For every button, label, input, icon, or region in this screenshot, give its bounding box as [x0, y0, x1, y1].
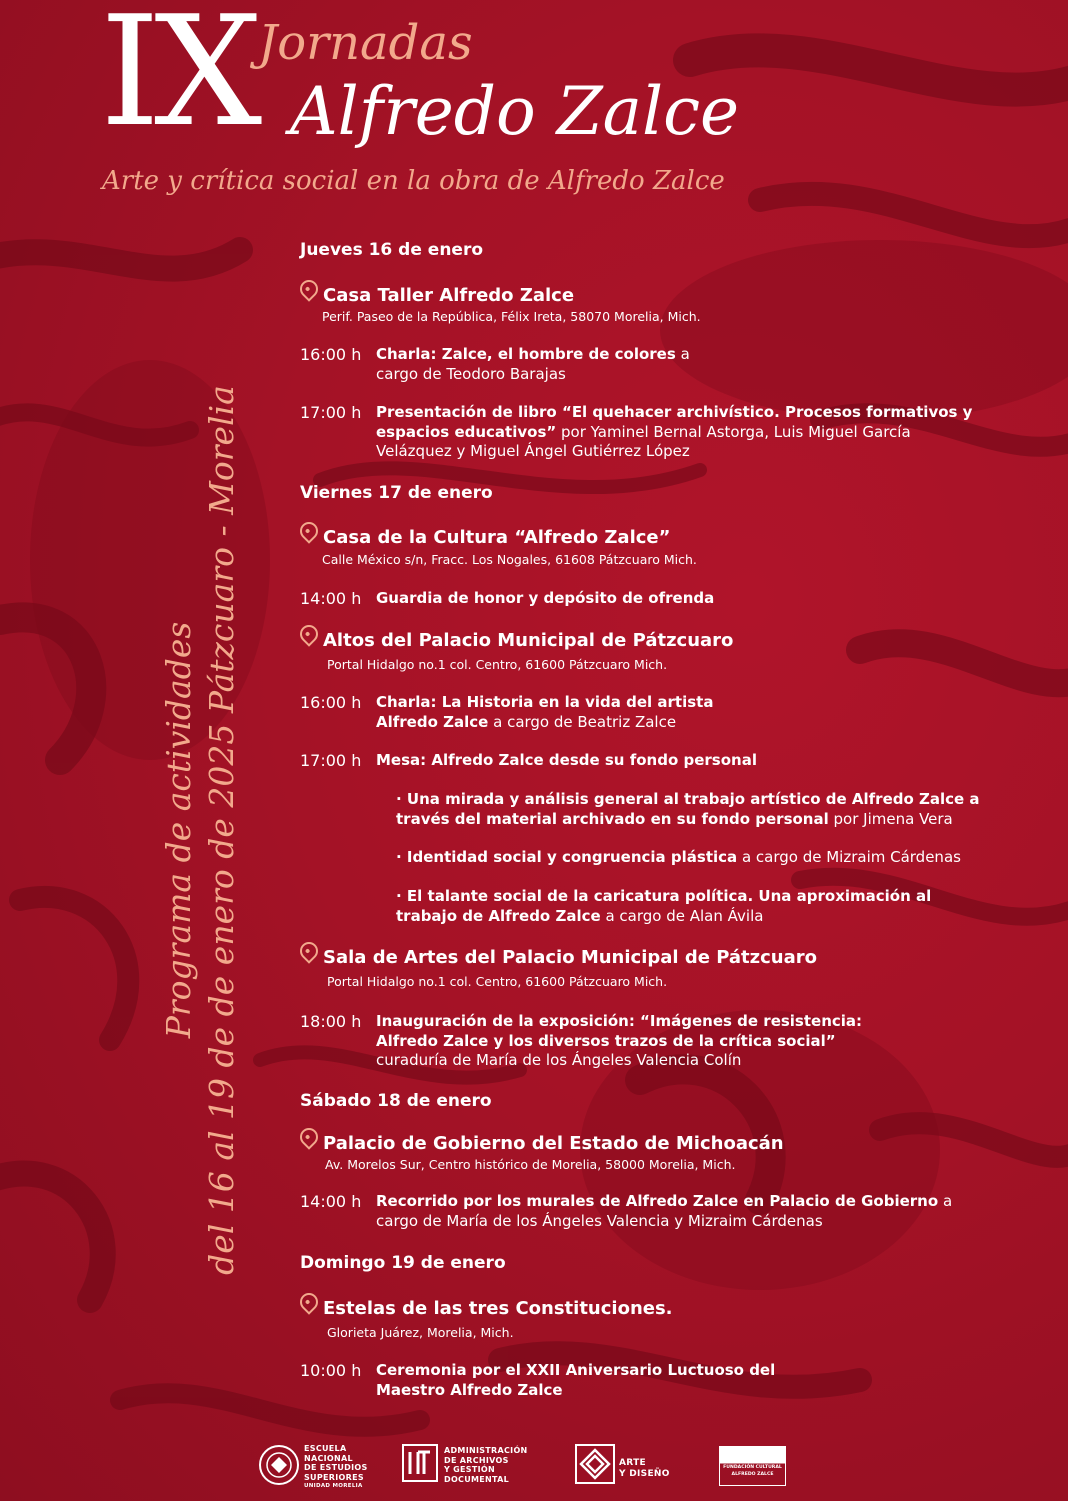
event-speaker: por Yaminel Bernal Astorga, Luis Miguel García Velázquez y Miguel Ángel Gutiérrez López	[376, 422, 911, 460]
venue-address: Perif. Paseo de la República, Félix Ireta, 58070 Morelia, Mich.	[322, 309, 701, 324]
logo-text-line: UNIDAD MORELIA	[304, 1483, 363, 1489]
archive-mark-icon	[402, 1444, 438, 1482]
day-heading-domingo: Domingo 19 de enero	[300, 1253, 506, 1273]
logo-text-line: SUPERIORES	[304, 1472, 364, 1482]
logo-text-line: ARTE	[619, 1458, 646, 1468]
event-title: Ceremonia por el XXII Aniversario Luctuoso del Maestro Alfredo Zalce	[376, 1361, 776, 1399]
event-title: Charla: La Historia en la vida del artista Alfredo Zalce	[376, 693, 714, 731]
venue-address: Portal Hidalgo no.1 col. Centro, 61600 Pátzcuaro Mich.	[327, 974, 668, 989]
day-heading-viernes: Viernes 17 de enero	[300, 483, 493, 503]
venue-address: Av. Morelos Sur, Centro histórico de Morelia, 58000 Morelia, Mich.	[325, 1157, 736, 1172]
event-speaker: a cargo de Beatriz Zalce	[493, 712, 677, 731]
talk-title: · Una mirada y análisis general al trabajo artístico de Alfredo Zalce a través del material archivado en su fondo personal	[396, 790, 980, 828]
event-title: Mesa: Alfredo Zalce desde su fondo personal	[376, 751, 757, 769]
venue-address: Calle México s/n, Fracc. Los Nogales, 61608 Pátzcuaro Mich.	[322, 552, 697, 567]
logo-text-line: DE ESTUDIOS	[304, 1463, 368, 1472]
side-title	[157, 380, 243, 1280]
talk-speaker: a cargo de Mizraim Cárdenas	[741, 848, 961, 866]
talk-speaker: por Jimena Vera	[833, 809, 953, 828]
event-title: Inauguración de la exposición: “Imágenes de resistencia: Alfredo Zalce y los diversos trazos de la crítica social”	[376, 1012, 863, 1050]
fundacion-skyline-badge	[719, 1446, 786, 1486]
event-series-title: Jornadas	[258, 15, 473, 71]
event-time: 18:00 h	[300, 1012, 362, 1031]
event-description	[376, 751, 1016, 771]
knot-mark-icon	[575, 1444, 615, 1484]
event-speaker: a cargo de María de los Ángeles Valencia y Mizraim Cárdenas	[376, 1192, 953, 1230]
event-title: Recorrido por los murales de Alfredo Zalce en Palacio de Gobierno	[376, 1192, 939, 1210]
logo-text-line: Y GESTIÓN	[444, 1465, 496, 1474]
venue-name: Palacio de Gobierno del Estado de Michoacán	[323, 1133, 784, 1154]
event-title: Presentación de libro “El quehacer archivístico. Procesos formativos y espacios educativos”	[376, 403, 973, 441]
event-description	[376, 589, 1016, 609]
unam-seal-icon	[258, 1444, 300, 1486]
logo-text-line: ADMINISTRACIÓN	[444, 1446, 528, 1455]
logo-text-line: DOCUMENTAL	[444, 1474, 510, 1484]
event-time: 16:00 h	[300, 345, 362, 364]
event-title: Guardia de honor y depósito de ofrenda	[376, 589, 715, 607]
logo-text-line: ALFREDO ZALCE	[731, 1471, 774, 1477]
venue-name: Altos del Palacio Municipal de Pátzcuaro	[323, 630, 734, 651]
day-heading-jueves: Jueves 16 de enero	[300, 240, 484, 260]
talk-title: · El talante social de la caricatura política. Una aproximación al trabajo de Alfredo Zalce	[396, 887, 932, 925]
event-time: 17:00 h	[300, 751, 362, 770]
event-description	[376, 345, 696, 384]
talk-title: · Identidad social y congruencia plástica	[396, 848, 738, 866]
logo-text-line: DE ARCHIVOS	[444, 1455, 509, 1465]
venue-address: Portal Hidalgo no.1 col. Centro, 61600 Pátzcuaro Mich.	[327, 657, 668, 672]
event-curator: curaduría de María de los Ángeles Valencia Colín	[376, 1051, 742, 1069]
venue-address: Glorieta Juárez, Morelia, Mich.	[327, 1325, 514, 1340]
event-time: 14:00 h	[300, 1192, 362, 1211]
logo-text-line: ESCUELA	[304, 1444, 347, 1453]
event-time: 17:00 h	[300, 403, 362, 422]
event-description	[376, 403, 976, 462]
edition-numeral: IX	[100, 0, 257, 160]
logo-text-line: FUNDACIÓN CULTURAL	[723, 1465, 782, 1470]
venue-name: Estelas de las tres Constituciones.	[323, 1298, 673, 1319]
talk-speaker: a cargo de Alan Ávila	[605, 906, 764, 925]
venue-casa-taller	[300, 283, 574, 308]
panel-talk-1	[396, 790, 996, 829]
event-time: 14:00 h	[300, 589, 362, 608]
event-time: 16:00 h	[300, 693, 362, 712]
event-description	[376, 1361, 806, 1400]
event-title: Charla: Zalce, el hombre de colores	[376, 345, 676, 363]
venue-altos-palacio	[300, 628, 733, 653]
venue-casa-cultura	[300, 525, 670, 550]
event-speaker: a cargo de Teodoro Barajas	[376, 345, 690, 383]
event-description	[376, 1192, 976, 1231]
panel-talk-3	[396, 887, 956, 926]
venue-sala-artes	[300, 945, 817, 970]
event-name-title: Alfredo Zalce	[290, 73, 740, 150]
event-subtitle: Arte y crítica social en la obra de Alfredo Zalce	[102, 166, 725, 196]
venue-name: Casa de la Cultura “Alfredo Zalce”	[323, 527, 671, 548]
side-title-line1: Programa de actividades	[159, 621, 198, 1039]
panel-talk-2	[396, 848, 1016, 868]
logo-text-line: Y DISEÑO	[619, 1469, 670, 1479]
event-time: 10:00 h	[300, 1361, 362, 1380]
venue-name: Casa Taller Alfredo Zalce	[323, 285, 575, 306]
day-heading-sabado: Sábado 18 de enero	[300, 1091, 492, 1111]
venue-name: Sala de Artes del Palacio Municipal de Pátzcuaro	[323, 947, 818, 968]
logo-text-line: NACIONAL	[304, 1453, 353, 1463]
side-title-line2: del 16 al 19 de de enero de 2025 Pátzcuaro - Morelia	[202, 385, 241, 1275]
venue-estelas	[300, 1296, 673, 1321]
venue-palacio-gobierno	[300, 1131, 784, 1156]
event-description	[376, 1012, 876, 1071]
event-description	[376, 693, 716, 732]
